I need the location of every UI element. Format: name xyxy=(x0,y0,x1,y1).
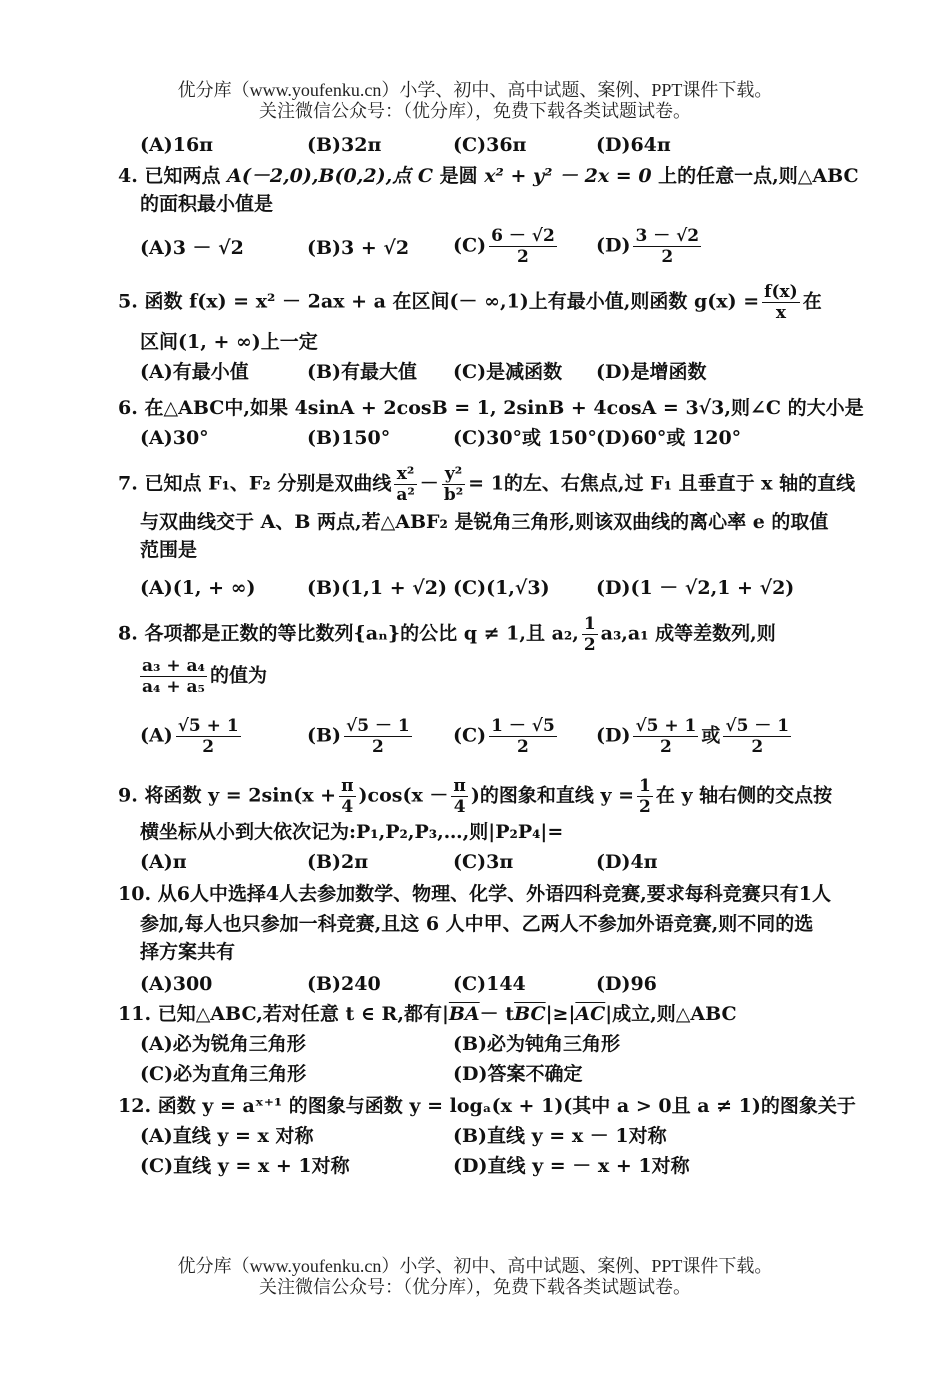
q7-fx-denominator: a² xyxy=(396,485,415,505)
q4-text-6: 上的任意一点,则△ABC xyxy=(658,165,859,187)
q8-half-fraction xyxy=(582,614,598,655)
q12-option-b: (B)直线 y = x － 1对称 xyxy=(453,1125,667,1147)
q11-number: 11. xyxy=(118,1003,152,1025)
q8-d-denominator-1: 2 xyxy=(660,737,672,757)
q7-option-c: (C)(1,√3) xyxy=(453,577,550,599)
q9-pi4-denominator-2: 4 xyxy=(453,797,466,817)
q4-option-d xyxy=(596,226,704,267)
q4-option-c xyxy=(453,226,560,267)
q4-number: 4. xyxy=(118,165,138,187)
q4-text-5: x² + y² － 2x = 0 xyxy=(484,165,652,187)
q5-text-2: 在 xyxy=(802,290,822,313)
q8-option-c-label: (C) xyxy=(453,724,487,747)
q8-b-numerator: √5 － 1 xyxy=(346,716,410,736)
q8-d-denominator-2: 2 xyxy=(751,737,764,757)
q11-vector-ba: $\overline{BA}$ xyxy=(448,1003,480,1025)
q8-expression-numerator: a₃ + a₄ xyxy=(142,656,206,676)
q5-option-a: (A)有最小值 xyxy=(140,361,249,383)
q5-line-2: 区间(1, + ∞)上一定 xyxy=(140,331,318,353)
q6-option-b: (B)150° xyxy=(307,427,391,449)
q4-d-denominator: 2 xyxy=(661,247,674,267)
q8-expression-denominator: a₄ + a₅ xyxy=(142,677,206,697)
q8-option-b-fraction xyxy=(344,716,412,757)
q11-option-d: (D)答案不确定 xyxy=(453,1063,583,1085)
q10-line-2: 参加,每人也只参加一科竞赛,且这 6 人中甲、乙两人不参加外语竞赛,则不同的选 xyxy=(140,913,814,935)
q8-option-d xyxy=(596,716,794,757)
q6-option-c: (C)30°或 150° xyxy=(453,427,597,449)
q4-c-numerator: 6 － √2 xyxy=(491,226,555,246)
q7-number: 7. xyxy=(118,472,138,495)
q7-option-b: (B)(1,1 + √2) xyxy=(307,577,447,599)
q11-text-3: |≥| xyxy=(545,1003,576,1025)
q4-c-denominator: 2 xyxy=(517,247,529,267)
q7-option-d: (D)(1 － √2,1 + √2) xyxy=(596,577,795,599)
q9-text-3: )的图象和直线 y = xyxy=(470,784,635,807)
q3-option-a: (A)16π xyxy=(140,134,214,156)
q4-d-numerator: 3 － √2 xyxy=(635,226,700,246)
q8-text-3: 的值为 xyxy=(210,664,268,687)
q8-c-numerator: 1 － √5 xyxy=(491,716,555,736)
q10-option-b: (B)240 xyxy=(307,973,381,995)
q12-option-d: (D)直线 y = － x + 1对称 xyxy=(453,1155,690,1177)
q11-text-1: 已知△ABC,若对任意 t ∈ R,都有| xyxy=(157,1003,449,1025)
q8-text-2: a₃,a₁ 成等差数列,则 xyxy=(600,622,776,645)
q4-option-a: (A)3 － √2 xyxy=(140,237,244,259)
q7-minus: － xyxy=(419,472,439,495)
q5-option-c: (C)是减函数 xyxy=(453,361,563,383)
q4-option-d-fraction xyxy=(633,226,701,267)
q8-option-d-or: 或 xyxy=(701,724,721,747)
q10-number: 10. xyxy=(118,883,152,905)
q5-fraction-denominator: x xyxy=(775,303,786,323)
q7-fraction-y xyxy=(442,464,465,505)
q6-text: 在△ABC中,如果 4sinA + 2cosB = 1, 2sinB + 4cosA = 3√3,则∠C 的大小是 xyxy=(144,397,864,419)
q8-half-numerator: 1 xyxy=(583,614,596,634)
q8-option-c-fraction xyxy=(489,716,557,757)
q12-option-c: (C)直线 y = x + 1对称 xyxy=(140,1155,350,1177)
q8-option-a-label: (A) xyxy=(140,724,173,747)
q12-line-1 xyxy=(118,1094,856,1118)
q8-line-1 xyxy=(118,614,776,655)
q7-line-3: 范围是 xyxy=(140,539,198,561)
q4-line-2: 的面积最小值是 xyxy=(140,193,274,215)
q8-option-a-fraction xyxy=(176,716,241,757)
q8-d-numerator-2: √5 － 1 xyxy=(725,716,790,736)
q9-line-2: 横坐标从小到大依次记为:P₁,P₂,P₃,…,则|P₂P₄|= xyxy=(140,821,564,843)
q7-option-a: (A)(1, + ∞) xyxy=(140,577,256,599)
q7-fx-numerator: x² xyxy=(394,464,416,485)
q11-line-1 xyxy=(118,1002,737,1026)
q12-text: 函数 y = aˣ⁺¹ 的图象与函数 y = logₐ(x + 1)(其中 a > 0且 a ≠ 1)的图象关于 xyxy=(157,1095,856,1117)
q9-text-1: 将函数 y = 2sin(x + xyxy=(144,784,337,807)
q5-number: 5. xyxy=(118,290,138,313)
header-line-2: 关注微信公众号：（优分库），免费下载各类试题试卷。 xyxy=(259,101,691,121)
q11-option-b: (B)必为钝角三角形 xyxy=(453,1033,621,1055)
q7-text-2: = 1的左、右焦点,过 F₁ 且垂直于 x 轴的直线 xyxy=(468,472,856,495)
q8-a-numerator: √5 + 1 xyxy=(177,716,239,736)
q8-option-b xyxy=(307,716,415,757)
q3-option-c: (C)36π xyxy=(453,134,527,156)
q9-number: 9. xyxy=(118,784,138,807)
q4-option-c-fraction xyxy=(489,226,557,267)
q4-option-c-label: (C) xyxy=(453,234,487,257)
q10-text-1: 从6人中选择4人去参加数学、物理、化学、外语四科竞赛,要求每科竞赛只有1人 xyxy=(157,883,831,905)
q10-line-3: 择方案共有 xyxy=(140,941,236,963)
q9-half-fraction xyxy=(637,776,653,817)
q7-fy-numerator: y² xyxy=(442,464,465,485)
q7-line-1 xyxy=(118,464,855,505)
q8-option-d-label: (D) xyxy=(596,724,631,747)
q12-number: 12. xyxy=(118,1095,152,1117)
q3-option-b: (B)32π xyxy=(307,134,382,156)
q4-option-d-label: (D) xyxy=(596,234,631,257)
q9-pi4-numerator-1: π xyxy=(341,776,354,796)
q8-option-b-label: (B) xyxy=(307,724,342,747)
q8-text-1: 各项都是正数的等比数列{aₙ}的公比 q ≠ 1,且 a₂, xyxy=(144,622,579,645)
q12-option-a: (A)直线 y = x 对称 xyxy=(140,1125,314,1147)
q4-text-4: 是圆 xyxy=(439,165,478,187)
q4-text-3: C xyxy=(417,165,433,187)
q9-line-1 xyxy=(118,776,832,817)
header-line-1: 优分库（www.youfenku.cn）小学、初中、高中试题、案例、PPT课件下载。 xyxy=(177,80,773,100)
q11-option-c: (C)必为直角三角形 xyxy=(140,1063,307,1085)
q5-option-d: (D)是增函数 xyxy=(596,361,707,383)
q11-text-2: － t xyxy=(479,1003,515,1025)
q9-half-numerator: 1 xyxy=(639,776,651,796)
q4-option-b: (B)3 + √2 xyxy=(307,237,410,259)
q9-half-denominator: 2 xyxy=(639,797,651,817)
q6-option-d: (D)60°或 120° xyxy=(596,427,742,449)
q4-text-1: 已知两点 xyxy=(144,165,221,187)
q10-line-1 xyxy=(118,882,831,906)
q11-text-4: |成立,则△ABC xyxy=(605,1003,737,1025)
q9-pi4-fraction-1 xyxy=(339,776,355,817)
q8-line-2 xyxy=(140,656,267,697)
q4-line-1 xyxy=(118,164,859,188)
q9-option-b: (B)2π xyxy=(307,851,369,873)
q7-fraction-x xyxy=(394,464,416,505)
q9-text-4: 在 y 轴右侧的交点按 xyxy=(655,784,833,807)
q8-c-denominator: 2 xyxy=(517,737,529,757)
q6-number: 6. xyxy=(118,397,138,419)
q7-fy-denominator: b² xyxy=(443,485,464,505)
q8-d-numerator-1: √5 + 1 xyxy=(635,716,697,736)
q7-line-2: 与双曲线交于 A、B 两点,若△ABF₂ 是锐角三角形,则该双曲线的离心率 e 的取值 xyxy=(140,511,829,533)
q9-option-a: (A)π xyxy=(140,851,187,873)
q9-pi4-fraction-2 xyxy=(451,776,467,817)
q6-option-a: (A)30° xyxy=(140,427,209,449)
q11-vector-bc: $\overline{BC}$ xyxy=(514,1003,546,1025)
q7-text-1: 已知点 F₁、F₂ 分别是双曲线 xyxy=(144,472,392,495)
q8-expression-fraction xyxy=(140,656,207,697)
q10-option-d: (D)96 xyxy=(596,973,657,995)
footer-line-1: 优分库（www.youfenku.cn）小学、初中、高中试题、案例、PPT课件下载。 xyxy=(177,1256,773,1276)
q8-option-d-fraction-1 xyxy=(633,716,698,757)
q9-pi4-denominator-1: 4 xyxy=(341,797,354,817)
q5-fraction xyxy=(762,282,800,323)
q4-text-2: A(－2,0),B(0,2),点 xyxy=(227,165,412,187)
q3-option-d: (D)64π xyxy=(596,134,671,156)
q9-pi4-numerator-2: π xyxy=(453,776,466,796)
q9-option-d: (D)4π xyxy=(596,851,658,873)
q11-option-a: (A)必为锐角三角形 xyxy=(140,1033,306,1055)
q8-option-a xyxy=(140,716,244,757)
q10-option-c: (C)144 xyxy=(453,973,526,995)
q8-option-d-fraction-2 xyxy=(723,716,791,757)
q9-option-c: (C)3π xyxy=(453,851,514,873)
q10-option-a: (A)300 xyxy=(140,973,213,995)
q11-vector-ac: $\overline{AC}$ xyxy=(575,1003,606,1025)
q5-text-1: 函数 f(x) = x² － 2ax + a 在区间(－ ∞,1)上有最小值,则函数 g(x) = xyxy=(144,290,760,313)
q6-line-1 xyxy=(118,396,864,420)
q8-b-denominator: 2 xyxy=(371,737,384,757)
q5-option-b: (B)有最大值 xyxy=(307,361,418,383)
q5-fraction-numerator: f(x) xyxy=(764,282,798,302)
q5-line-1 xyxy=(118,282,822,323)
footer-line-2: 关注微信公众号：（优分库），免费下载各类试题试卷。 xyxy=(259,1277,691,1297)
q9-text-2: )cos(x － xyxy=(358,784,449,807)
q8-half-denominator: 2 xyxy=(583,635,596,655)
q8-option-c xyxy=(453,716,560,757)
q8-number: 8. xyxy=(118,622,138,645)
q8-a-denominator: 2 xyxy=(202,737,215,757)
